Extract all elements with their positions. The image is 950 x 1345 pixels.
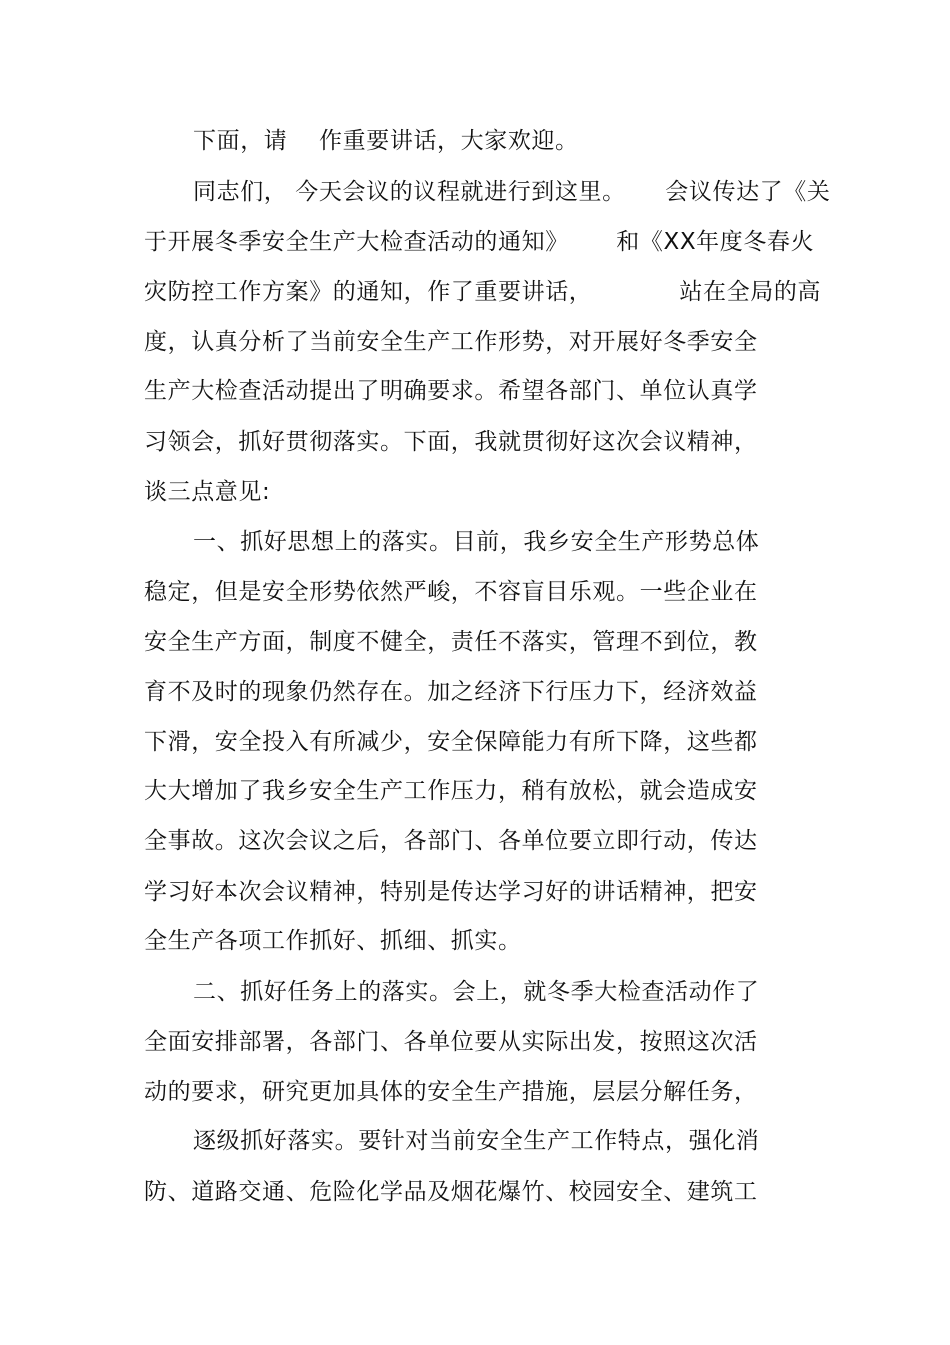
text-line-9: 一、抓好思想上的落实。目前，我乡安全生产形势总体 [193,529,760,555]
text-line-2: 同志们， 今天会议的议程就进行到这里。 会议传达了《关 [193,179,831,205]
text-line-5: 度，认真分析了当前安全生产工作形势，对开展好冬季安全 [144,329,758,355]
text-line-6: 生产大检查活动提出了明确要求。希望各部门、单位认真学 [144,378,758,404]
text-line-4: 灾防控工作方案》的通知，作了重要讲话， 站在全局的高 [144,279,822,305]
text-line-20: 动的要求，研究更加具体的安全生产措施，层层分解任务， [144,1079,758,1105]
text-line-21: 逐级抓好落实。要针对当前安全生产工作特点，强化消 [193,1128,760,1154]
text-line-10: 稳定，但是安全形势依然严峻，不容盲目乐观。一些企业在 [144,579,758,605]
text-line-14: 大大增加了我乡安全生产工作压力，稍有放松，就会造成安 [144,778,758,804]
text-line-3: 于开展冬季安全生产大检查活动的通知》 和《XX年度冬春火 [144,229,815,255]
text-line-19: 全面安排部署，各部门、各单位要从实际出发，按照这次活 [144,1029,758,1055]
text-line-22: 防、道路交通、危险化学品及烟花爆竹、校园安全、建筑工 [144,1179,758,1205]
text-line-1: 下面，请 作重要讲话，大家欢迎。 [193,128,579,154]
text-line-13: 下滑，安全投入有所减少，安全保障能力有所下降，这些都 [144,729,758,755]
text-line-16: 学习好本次会议精神，特别是传达学习好的讲话精神，把安 [144,879,758,905]
text-line-11: 安全生产方面，制度不健全，责任不落实，管理不到位，教 [144,629,758,655]
text-line-7: 习领会，抓好贯彻落实。下面，我就贯彻好这次会议精神， [144,429,758,455]
text-line-17: 全生产各项工作抓好、抓细、抓实。 [144,928,522,954]
text-line-18: 二、抓好任务上的落实。会上，就冬季大检查活动作了 [193,979,760,1005]
text-line-15: 全事故。这次会议之后，各部门、各单位要立即行动，传达 [144,828,758,854]
text-line-8: 谈三点意见: [144,479,271,505]
text-line-12: 育不及时的现象仍然存在。加之经济下行压力下，经济效益 [144,679,758,705]
